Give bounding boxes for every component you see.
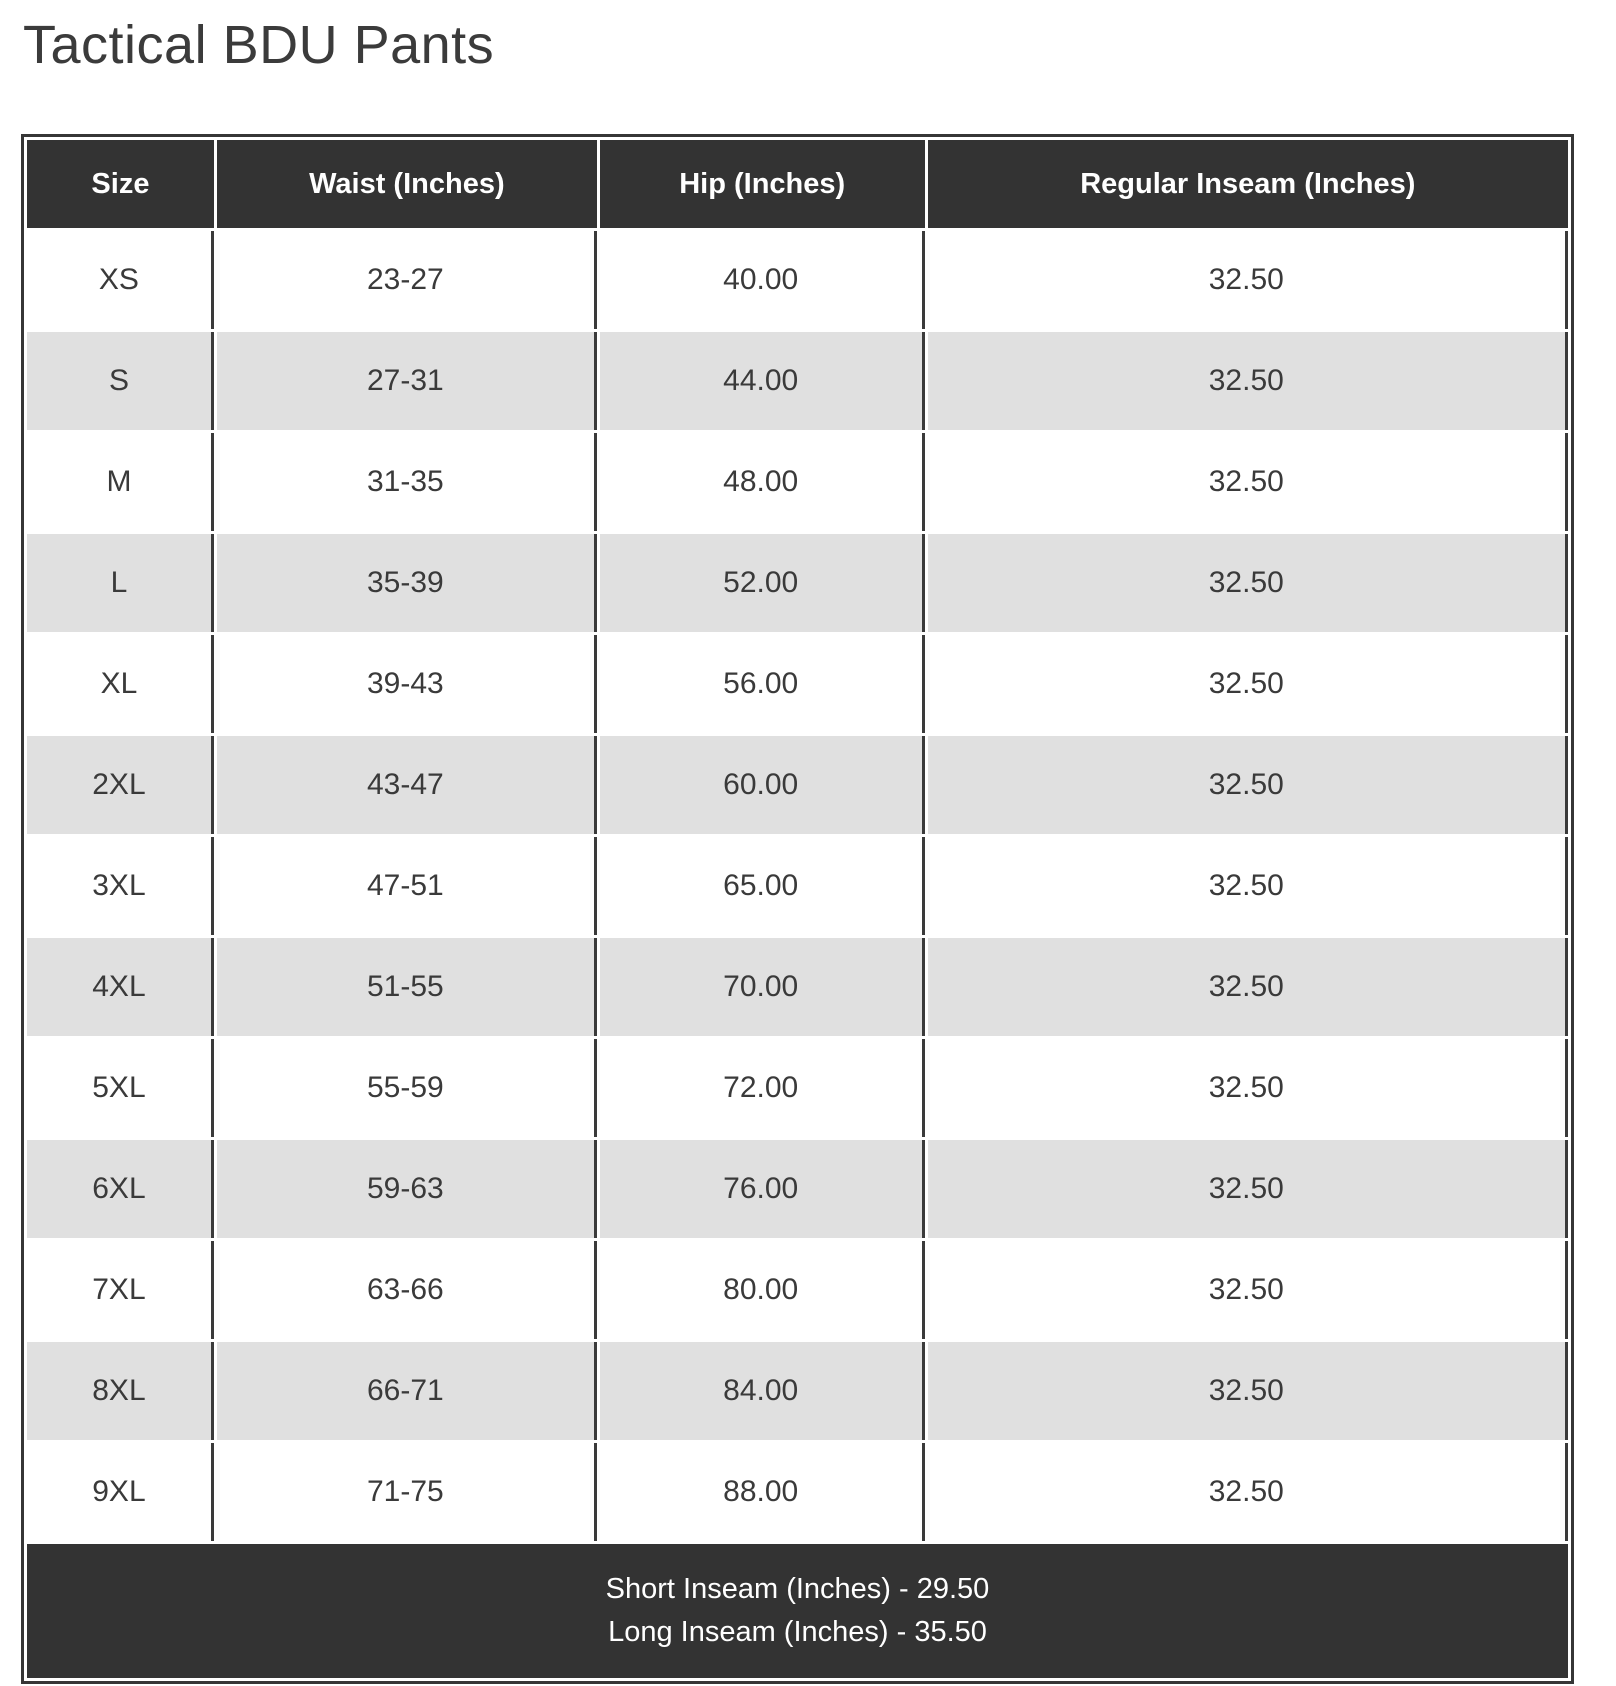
waist-cell: 39-43 xyxy=(217,635,597,733)
footer-row xyxy=(27,1544,1568,1678)
waist-cell: 55-59 xyxy=(217,1039,597,1137)
size-cell: L xyxy=(27,534,214,632)
hip-cell: 48.00 xyxy=(600,433,925,531)
hip-cell: 70.00 xyxy=(600,938,925,1036)
column-header-hip: Hip (Inches) xyxy=(600,140,925,228)
hip-cell: 40.00 xyxy=(600,231,925,329)
size-cell: M xyxy=(27,433,214,531)
column-header-regular-inseam: Regular Inseam (Inches) xyxy=(928,140,1568,228)
waist-cell: 23-27 xyxy=(217,231,597,329)
hip-cell: 65.00 xyxy=(600,837,925,935)
column-header-waist: Waist (Inches) xyxy=(217,140,597,228)
size-cell: XL xyxy=(27,635,214,733)
waist-cell: 59-63 xyxy=(217,1140,597,1238)
table-row xyxy=(27,837,1568,935)
inseam-cell: 32.50 xyxy=(928,736,1568,834)
size-cell: 2XL xyxy=(27,736,214,834)
hip-cell: 84.00 xyxy=(600,1342,925,1440)
inseam-cell: 32.50 xyxy=(928,1443,1568,1541)
column-header-size: Size xyxy=(27,140,214,228)
size-cell: 3XL xyxy=(27,837,214,935)
page-title: Tactical BDU Pants xyxy=(23,15,495,75)
short-inseam-note: Short Inseam (Inches) - 29.50 xyxy=(605,1573,990,1605)
table-row xyxy=(27,433,1568,531)
hip-cell: 88.00 xyxy=(600,1443,925,1541)
inseam-cell: 32.50 xyxy=(928,938,1568,1036)
waist-cell: 35-39 xyxy=(217,534,597,632)
waist-cell: 71-75 xyxy=(217,1443,597,1541)
inseam-cell: 32.50 xyxy=(928,1342,1568,1440)
size-cell: 5XL xyxy=(27,1039,214,1137)
inseam-cell: 32.50 xyxy=(928,1039,1568,1137)
size-cell: XS xyxy=(27,231,214,329)
table-row xyxy=(27,1039,1568,1137)
size-chart-table xyxy=(21,134,1574,1684)
hip-cell: 76.00 xyxy=(600,1140,925,1238)
table-row xyxy=(27,534,1568,632)
waist-cell: 31-35 xyxy=(217,433,597,531)
hip-cell: 60.00 xyxy=(600,736,925,834)
inseam-cell: 32.50 xyxy=(928,231,1568,329)
size-cell: 4XL xyxy=(27,938,214,1036)
table-row xyxy=(27,332,1568,430)
table-row xyxy=(27,231,1568,329)
hip-cell: 52.00 xyxy=(600,534,925,632)
size-cell: 8XL xyxy=(27,1342,214,1440)
table-row xyxy=(27,1140,1568,1238)
table-row xyxy=(27,938,1568,1036)
waist-cell: 47-51 xyxy=(217,837,597,935)
size-cell: S xyxy=(27,332,214,430)
size-cell: 6XL xyxy=(27,1140,214,1238)
waist-cell: 43-47 xyxy=(217,736,597,834)
table-row xyxy=(27,1443,1568,1541)
table-row xyxy=(27,736,1568,834)
inseam-cell: 32.50 xyxy=(928,837,1568,935)
inseam-cell: 32.50 xyxy=(928,1241,1568,1339)
inseam-cell: 32.50 xyxy=(928,534,1568,632)
inseam-cell: 32.50 xyxy=(928,635,1568,733)
size-cell: 9XL xyxy=(27,1443,214,1541)
inseam-cell: 32.50 xyxy=(928,332,1568,430)
waist-cell: 66-71 xyxy=(217,1342,597,1440)
waist-cell: 63-66 xyxy=(217,1241,597,1339)
inseam-cell: 32.50 xyxy=(928,433,1568,531)
header-row xyxy=(27,140,1568,228)
size-cell: 7XL xyxy=(27,1241,214,1339)
table-row xyxy=(27,635,1568,733)
hip-cell: 80.00 xyxy=(600,1241,925,1339)
hip-cell: 44.00 xyxy=(600,332,925,430)
table-row xyxy=(27,1241,1568,1339)
table-row xyxy=(27,1342,1568,1440)
inseam-cell: 32.50 xyxy=(928,1140,1568,1238)
waist-cell: 51-55 xyxy=(217,938,597,1036)
waist-cell: 27-31 xyxy=(217,332,597,430)
inseam-notes-cell xyxy=(27,1544,1568,1678)
hip-cell: 56.00 xyxy=(600,635,925,733)
hip-cell: 72.00 xyxy=(600,1039,925,1137)
long-inseam-note: Long Inseam (Inches) - 35.50 xyxy=(608,1616,987,1648)
